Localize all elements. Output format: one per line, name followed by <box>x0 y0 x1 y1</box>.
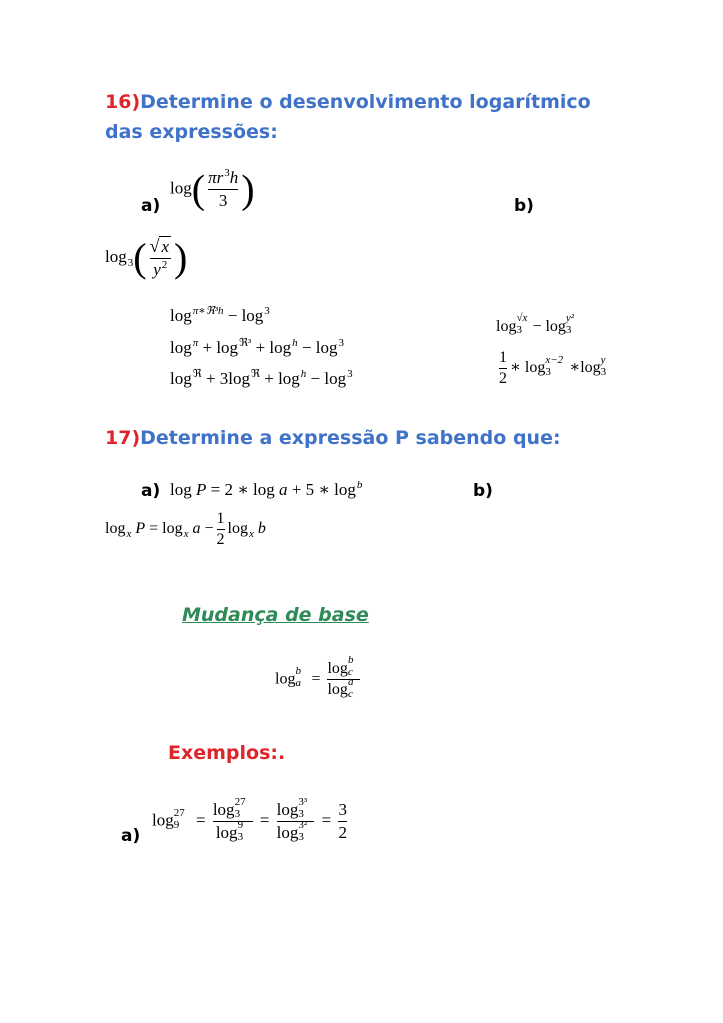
q16-a-label: a) <box>141 196 161 216</box>
fraction <box>208 168 238 211</box>
log-base: 3 <box>127 256 134 269</box>
q16-number: 16) <box>105 91 141 113</box>
log-text: log <box>170 178 192 198</box>
sqrt: √ x <box>149 236 169 256</box>
exemplos-a-expression: log 27 9 = log 27 3 log 9 3 = log 3³ 3 log 3² 3 = $\frac{3}{2}$ <box>152 796 347 844</box>
left-paren: ( <box>133 235 147 280</box>
mudanca-formula: log b a = log b c log a c <box>275 660 363 700</box>
numerator-h: h <box>229 168 239 187</box>
q16-a-step-1: $\log^{\pi∗ℜ^3h} - \log^3$ <box>170 305 270 325</box>
mudanca-title: Mudança de base <box>182 604 369 626</box>
q17-a-expression: log P = 2 ∗ log a + 5 ∗ $\log^b$ <box>170 479 363 499</box>
q16-b-step-1: log √x 3 − log y² 3 <box>496 312 575 337</box>
q17-text: Determine a expressão P sabendo que: <box>140 427 561 449</box>
denominator: y <box>153 260 161 279</box>
q16-b-label: b) <box>514 196 534 216</box>
left-paren: ( <box>191 166 206 212</box>
q17-b-expression: $\log_x P = \log_x a$ − $\frac{1}{2}$ $\log_x b$ <box>105 510 266 548</box>
log-text: log <box>105 246 127 266</box>
q17-heading <box>105 422 561 454</box>
exponent: 2 <box>161 259 168 271</box>
q16-b-step-2: $\frac{1}{2}$ ∗ log x−2 3 ∗log y 3 <box>499 349 607 387</box>
denominator: 3 <box>218 191 228 210</box>
fraction <box>150 236 171 280</box>
q17-b-label: b) <box>473 481 493 501</box>
q16-a-expression <box>170 168 255 211</box>
q16-b-expression <box>105 236 187 280</box>
exemplos-a-label: a) <box>121 826 141 846</box>
exponent: 3 <box>224 167 230 179</box>
q16-a-step-2: $\log^\pi + \log^{ℜ^3} + \log^h - \log^3$ <box>170 337 344 357</box>
right-paren: ) <box>241 166 255 212</box>
exemplos-title: Exemplos:. <box>168 742 286 764</box>
q16-line2: das expressões: <box>105 121 278 143</box>
q16-heading <box>105 86 591 118</box>
q16-line1: Determine o desenvolvimento logarítmico <box>140 91 591 113</box>
numerator: πr <box>208 168 224 187</box>
q16-a-step-3: $\log^ℜ + 3\log^ℜ + \log^h - \log^3$ <box>170 368 353 388</box>
q17-a-label: a) <box>141 481 161 501</box>
q17-number: 17) <box>105 427 141 449</box>
right-paren: ) <box>174 235 188 280</box>
